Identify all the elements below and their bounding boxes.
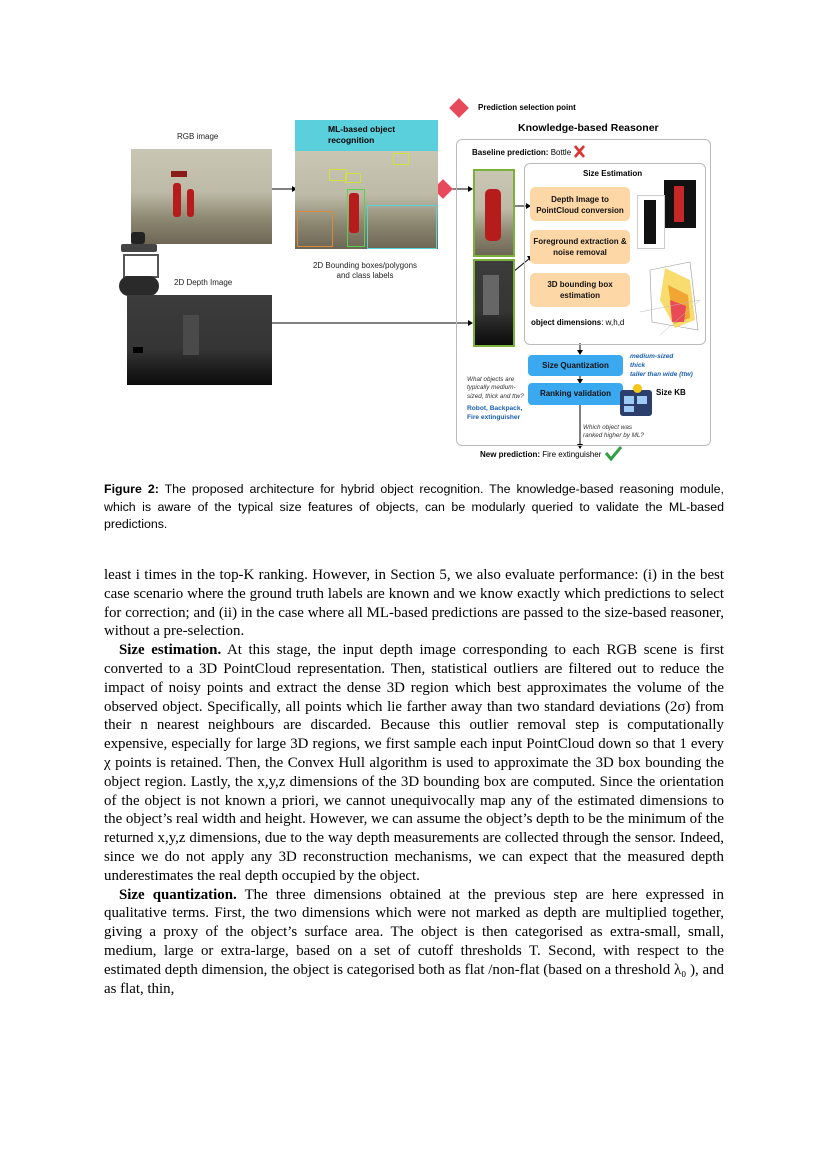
heading-size-quantization: Size quantization. [119, 886, 237, 903]
caption-text: The proposed architecture for hybrid object recognition. The knowledge-based reasoning module, which is aware of the typical size features of objects, can be modularly queried to validate the ML-based predictions. [104, 482, 724, 531]
ml-detection-image [295, 151, 438, 249]
paragraph-size-quantization [104, 886, 724, 999]
crop-rgb-image [473, 169, 515, 257]
baseline-value: Bottle [550, 148, 572, 157]
check-icon [606, 447, 621, 459]
text-size-quantization: The three dimensions obtained at the previous step are here expressed in qualitative terms. First, the two dimensions which were not marked as depth are multiplied together, giving a proxy of the object’s surface area. The object is then categorised as extra-small, small, medium, large or extra-large, based on a set of cutoff thresholds T. Second, with respect to the estimated depth dimension, the object is categorised both as flat /non-flat (based on a threshold λ₀ ), and as flat, thin, [104, 886, 724, 997]
baseline-prediction [472, 148, 571, 157]
crop-depth-image [473, 259, 515, 347]
bbox-caption: 2D Bounding boxes/polygons and class labels [312, 261, 418, 280]
caption-label: Figure 2: [104, 482, 159, 496]
prediction-point-label: Prediction selection point [478, 103, 576, 112]
architecture-figure [0, 0, 827, 470]
kb-answer: Robot, Backpack, Fire extinguisher [467, 405, 523, 421]
size-quantization-box: Size Quantization [528, 355, 623, 376]
paragraph-size-estimation [104, 641, 724, 885]
baseline-prefix: Baseline prediction: [472, 148, 549, 157]
pointcloud-thumb [664, 180, 696, 228]
dims-value: : w,h,d [601, 318, 625, 327]
text-size-estimation: At this stage, the input depth image corresponding to each RGB scene is first converted to a 3D PointCloud representation. Then, statistical outliers are filtered out to reduce the impact of noisy points and extract the dense 3D region which best approximates the volume of the observed object. Specifically, all points which lie farther away than two standard deviations (2σ) from their n nearest neighbours are discarded. Because this outlier removal step is computationally expensive, especially for large 3D regions, we first sample each input PointCloud down so that 1 every χ points is retained. Then, the Convex Hull algorithm is used to approximate the 3D box bounding the object region. Lastly, the x,y,z dimensions of the 3D bounding box are computed. Since the orientation of the object is not known a priori, we cannot unequivocally map any of the estimated dimensions to the object’s real width and height. However, we can assume the object’s depth to be the minimum of the returned x,y,z dimensions, due to the way depth measurements are collected through the sensor. Indeed, since we do not apply any 3D reconstruction mechanisms, we can expect that the measured depth underestimates the real depth occupied by the object. [104, 642, 725, 884]
quant-out-thickness: thick [630, 362, 646, 369]
size-estimation-title: Size Estimation [583, 169, 643, 178]
rgb-image [131, 149, 272, 244]
new-prefix: New prediction: [480, 450, 541, 459]
quant-out-size: medium-sized [630, 353, 674, 360]
object-dimensions [531, 318, 624, 327]
paragraph-1: least i times in the top-K ranking. However, in Section 5, we also evaluate performance: (i) in the best case scenario where the ground truth labels are known and we know exactly which predictions to select for correction; and (ii) in the case where all ML-based predictions are passed to the size-based reasoner, without a pre-selection. [104, 567, 724, 640]
new-prediction [480, 450, 601, 459]
step-depth-to-pointcloud: Depth Image to PointCloud conversion [530, 187, 630, 221]
quantization-output [630, 352, 693, 379]
depth-image [127, 295, 272, 385]
ml-box-label: ML-based object recognition [328, 124, 396, 145]
quant-out-proportion: taller than wide (ttw) [630, 371, 693, 378]
size-kb-label: Size KB [656, 388, 686, 397]
robot-image [115, 232, 163, 298]
size-kb-icon [620, 384, 652, 416]
new-value: Fire extinguisher [542, 450, 602, 459]
reasoner-title: Knowledge-based Reasoner [518, 122, 659, 134]
depth-label: 2D Depth Image [174, 278, 233, 287]
heading-size-estimation: Size estimation. [119, 642, 222, 659]
ml-recognition-header [295, 120, 438, 151]
figure-caption [104, 481, 724, 534]
foreground-thumb [637, 195, 665, 249]
step-3d-bbox: 3D bounding box estimation [530, 273, 630, 307]
step-foreground-extraction: Foreground extraction & noise removal [530, 230, 630, 264]
rgb-label: RGB image [177, 132, 219, 141]
ranking-validation-box: Ranking validation [528, 383, 623, 405]
body-text [104, 566, 724, 998]
kb-question: What objects are typically medium-sized, thick and ttw? [467, 376, 524, 400]
ml-rank-question: Which object was ranked higher by ML? [583, 424, 644, 440]
dims-prefix: object dimensions [531, 318, 602, 327]
